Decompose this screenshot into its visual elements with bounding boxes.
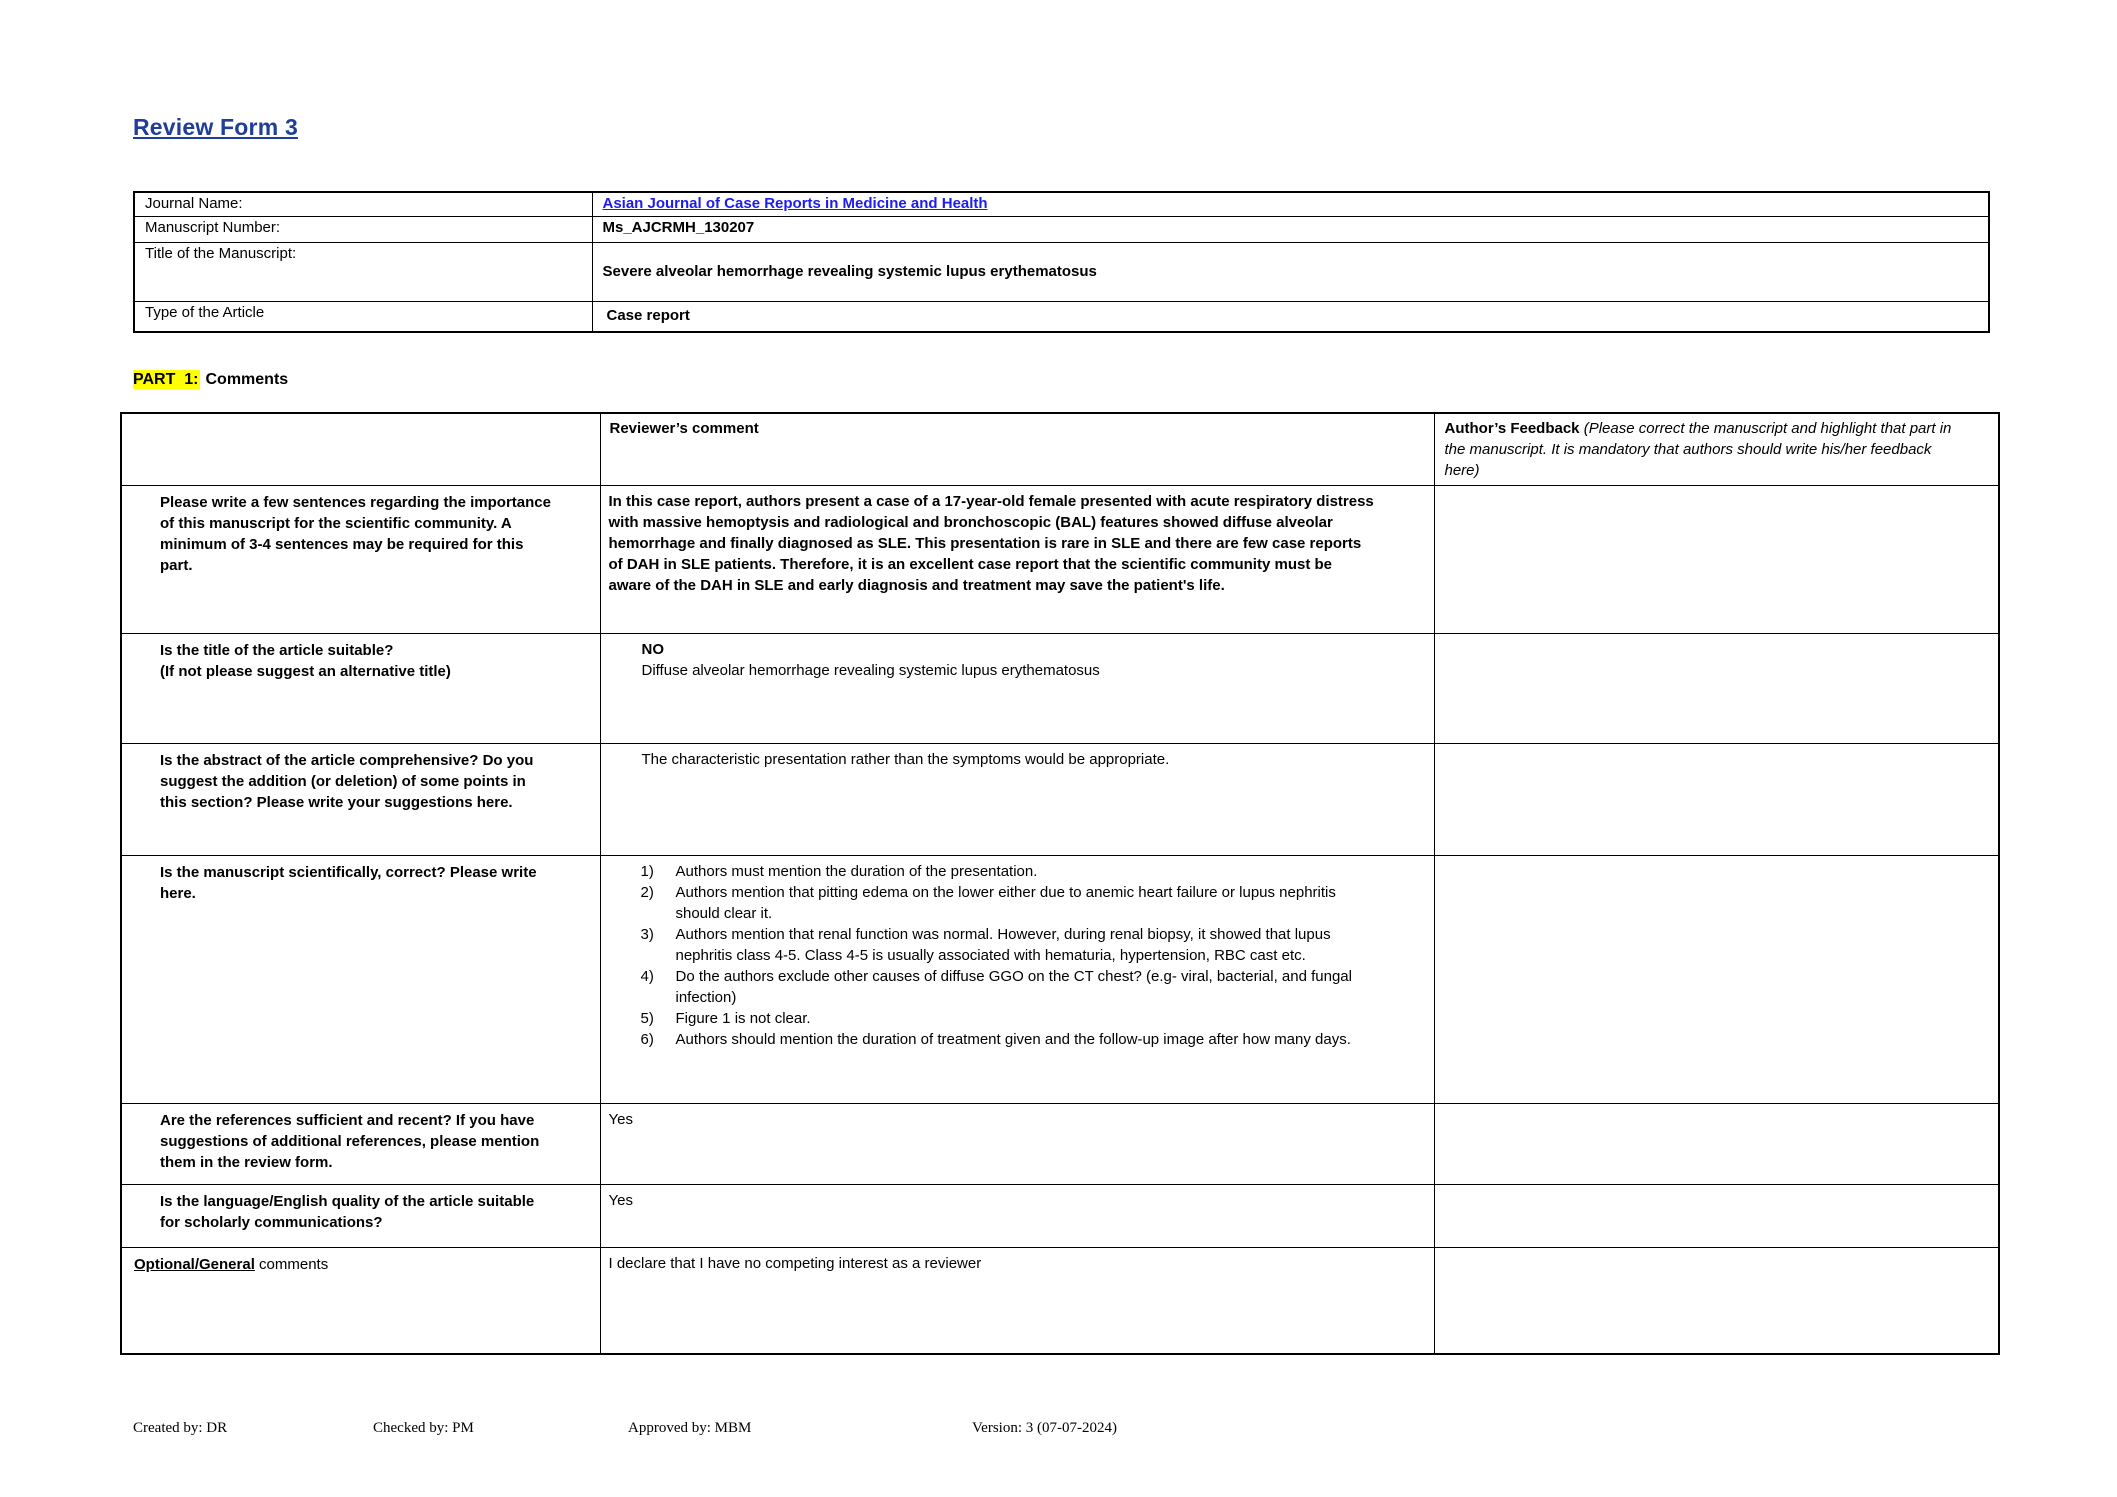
question-title-suitable bbox=[121, 634, 600, 744]
footer-created-by: Created by: DR bbox=[133, 1420, 228, 1436]
journal-name-link[interactable]: Asian Journal of Case Reports in Medicine and Health bbox=[602, 195, 988, 212]
comment-optional-general: I declare that I have no competing interest as a reviewer bbox=[600, 1248, 1434, 1354]
table-row bbox=[121, 1185, 1999, 1248]
question-scientific: Is the manuscript scientifically, correct? Please write here. bbox=[121, 856, 600, 1104]
comment-abstract bbox=[600, 744, 1434, 856]
answer-no: NO bbox=[641, 641, 664, 658]
list-item-number: 1) bbox=[640, 863, 654, 880]
list-item bbox=[641, 1029, 1379, 1050]
table-row bbox=[121, 744, 1999, 856]
part1-heading-label: Comments bbox=[205, 371, 289, 388]
reviewer-comment-header: Reviewer’s comment bbox=[600, 413, 1434, 486]
feedback-cell bbox=[1434, 744, 1999, 856]
list-item-text: Authors must mention the duration of the presentation. bbox=[675, 863, 1038, 880]
part1-heading bbox=[133, 371, 288, 389]
list-item-number: 4) bbox=[640, 968, 654, 985]
table-row bbox=[121, 634, 1999, 744]
list-item-text: Authors mention that renal function was normal. However, during renal biopsy, it showed that lupus nephritis class 4-5. Class 4-5 is usually associated with hematuria, hypertension, RBC cast etc. bbox=[675, 926, 1331, 964]
authors-feedback-title: Author’s Feedback bbox=[1444, 420, 1580, 437]
feedback-cell bbox=[1434, 634, 1999, 744]
alternative-title-suggestion: Diffuse alveolar hemorrhage revealing systemic lupus erythematosus bbox=[641, 662, 1100, 679]
comment-importance: In this case report, authors present a case of a 17-year-old female presented with acute respiratory distress with massive hemoptysis and radiological and bronchoscopic (BAL) features showed diffuse alveolar hemorrhage and finally diagnosed as SLE. This presentation is rare in SLE and there are few case reports of DAH in SLE patients. Therefore, it is an excellent case report that the scientific community must be aware of the DAH in SLE and early diagnosis and treatment may save the patient's life. bbox=[600, 486, 1434, 634]
list-item bbox=[641, 882, 1379, 924]
table-row bbox=[121, 1104, 1999, 1185]
article-type-value: Case report bbox=[592, 301, 1989, 332]
manuscript-number-value: Ms_AJCRMH_130207 bbox=[592, 216, 1989, 242]
question-abstract: Is the abstract of the article comprehensive? Do you suggest the addition (or deletion) of some points in this section? Please write your suggestions here. bbox=[121, 744, 600, 856]
authors-feedback-header bbox=[1434, 413, 1999, 486]
comment-scientific bbox=[600, 856, 1434, 1104]
table-header-row bbox=[121, 413, 1999, 486]
list-item bbox=[641, 924, 1379, 966]
question-title-line1: Is the title of the article suitable? bbox=[160, 642, 394, 659]
table-row bbox=[134, 192, 1989, 216]
list-item-text: Authors should mention the duration of treatment given and the follow-up image after how many days. bbox=[675, 1031, 1351, 1048]
table-row bbox=[134, 242, 1989, 301]
question-optional-general bbox=[121, 1248, 600, 1354]
journal-name-label: Journal Name: bbox=[134, 192, 592, 216]
manuscript-number-label: Manuscript Number: bbox=[134, 216, 592, 242]
footer-approved-by: Approved by: MBM bbox=[628, 1420, 752, 1436]
comment-references: Yes bbox=[600, 1104, 1434, 1185]
article-type-label: Type of the Article bbox=[134, 301, 592, 332]
manuscript-title-label: Title of the Manuscript: bbox=[134, 242, 592, 301]
table-row bbox=[121, 486, 1999, 634]
optional-general-rest: comments bbox=[254, 1256, 329, 1273]
table-row bbox=[121, 856, 1999, 1104]
comment-language: Yes bbox=[600, 1185, 1434, 1248]
feedback-cell bbox=[1434, 856, 1999, 1104]
question-importance: Please write a few sentences regarding the importance of this manuscript for the scientific community. A minimum of 3-4 sentences may be required for this part. bbox=[121, 486, 600, 634]
manuscript-info-table bbox=[133, 191, 1990, 333]
list-item-text: Do the authors exclude other causes of diffuse GGO on the CT chest? (e.g- viral, bacterial, and fungal infection) bbox=[675, 968, 1352, 1006]
list-item-number: 6) bbox=[640, 1031, 654, 1048]
list-item bbox=[641, 1008, 1379, 1029]
footer-version: Version: 3 (07-07-2024) bbox=[972, 1420, 1117, 1436]
list-item bbox=[641, 861, 1379, 882]
list-item-text: Figure 1 is not clear. bbox=[675, 1010, 811, 1027]
page-title: Review Form 3 bbox=[133, 114, 298, 140]
feedback-cell bbox=[1434, 1185, 1999, 1248]
question-title-line2: (If not please suggest an alternative title) bbox=[160, 663, 451, 680]
question-references: Are the references sufficient and recent? If you have suggestions of additional references, please mention them in the review form. bbox=[121, 1104, 600, 1185]
part1-badge: PART 1: bbox=[133, 371, 199, 388]
feedback-cell bbox=[1434, 1248, 1999, 1354]
table-row bbox=[134, 216, 1989, 242]
question-language: Is the language/English quality of the article suitable for scholarly communications? bbox=[121, 1185, 600, 1248]
review-comments-table bbox=[120, 412, 2000, 1355]
list-item-number: 2) bbox=[640, 884, 654, 901]
list-item bbox=[641, 966, 1379, 1008]
page-footer bbox=[0, 1420, 2117, 1444]
list-item-number: 5) bbox=[640, 1010, 654, 1027]
list-item-text: Authors mention that pitting edema on the lower either due to anemic heart failure or lupus nephritis should clear it. bbox=[675, 884, 1336, 922]
optional-general-label: Optional/General bbox=[134, 1256, 255, 1273]
authors-feedback-note: (Please correct the manuscript and highlight that part in the manuscript. It is mandatory that authors should write his/her feedback here) bbox=[1444, 420, 1952, 479]
comment-abstract-text: The characteristic presentation rather than the symptoms would be appropriate. bbox=[641, 751, 1170, 768]
feedback-cell bbox=[1434, 486, 1999, 634]
manuscript-title-value: Severe alveolar hemorrhage revealing systemic lupus erythematosus bbox=[592, 242, 1989, 301]
table-row bbox=[121, 1248, 1999, 1354]
feedback-cell bbox=[1434, 1104, 1999, 1185]
header-empty-cell bbox=[121, 413, 600, 486]
scientific-comment-list bbox=[641, 861, 1379, 1050]
list-item-number: 3) bbox=[640, 926, 654, 943]
footer-checked-by: Checked by: PM bbox=[373, 1420, 474, 1436]
table-row bbox=[134, 301, 1989, 332]
comment-title-suitable bbox=[600, 634, 1434, 744]
